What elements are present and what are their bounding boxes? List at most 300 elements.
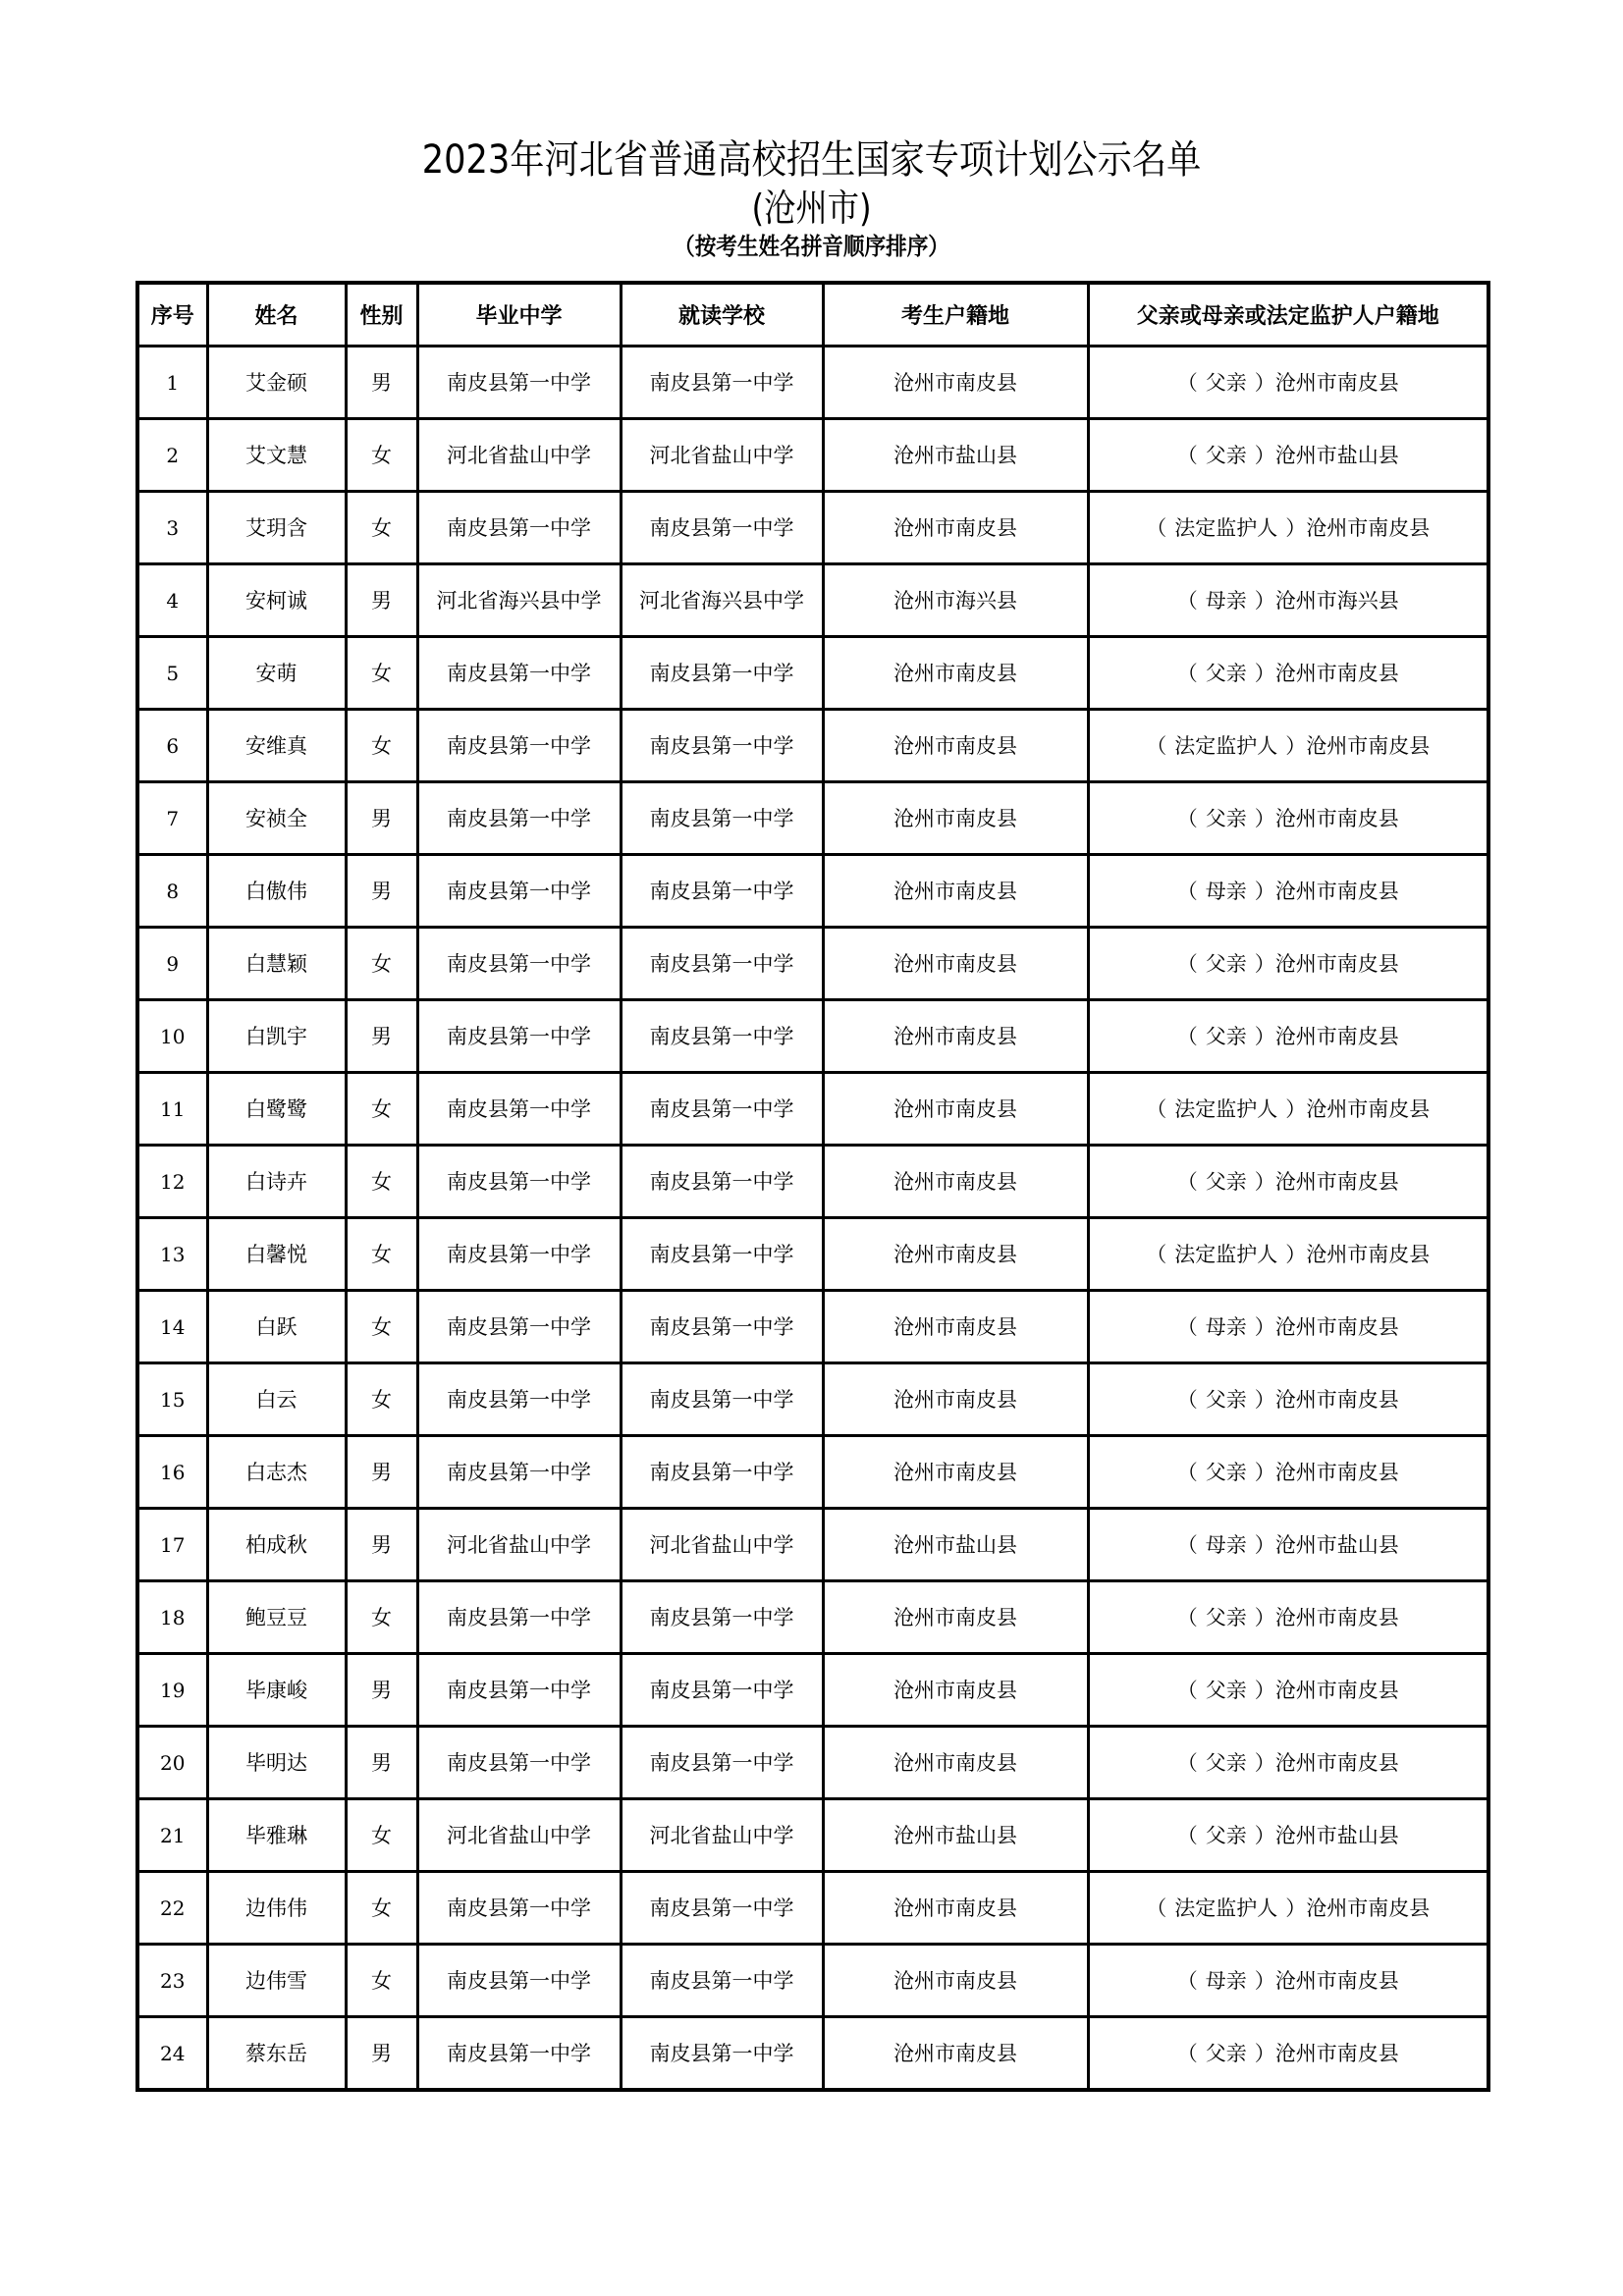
graduation-school: 南皮县第一中学	[417, 1218, 621, 1291]
current-school: 南皮县第一中学	[621, 1872, 823, 1945]
guardian-role: 父亲	[1205, 1460, 1247, 1484]
table-row	[137, 1799, 1488, 1872]
row-index: 2	[137, 419, 207, 492]
guardian-registry	[1088, 1581, 1488, 1654]
student-name: 白志杰	[207, 1436, 346, 1509]
table-row	[137, 1727, 1488, 1799]
student-name: 艾金硕	[207, 347, 346, 419]
graduation-school: 河北省盐山中学	[417, 419, 621, 492]
table-header-row	[137, 283, 1488, 347]
current-school: 南皮县第一中学	[621, 637, 823, 710]
student-name: 白鹭鹭	[207, 1073, 346, 1146]
guardian-location: 沧州市南皮县	[1274, 806, 1399, 830]
student-name: 边伟雪	[207, 1945, 346, 2017]
open-paren: （	[1176, 1460, 1198, 1484]
student-name: 鲍豆豆	[207, 1581, 346, 1654]
guardian-role: 法定监护人	[1174, 1242, 1278, 1266]
table-row	[137, 1000, 1488, 1073]
graduation-school: 南皮县第一中学	[417, 1291, 621, 1363]
open-paren: （	[1176, 1314, 1198, 1339]
row-index: 19	[137, 1654, 207, 1727]
guardian-role: 父亲	[1205, 951, 1247, 976]
student-registry: 沧州市南皮县	[823, 1000, 1088, 1073]
student-sex: 男	[346, 1436, 417, 1509]
graduation-school: 河北省盐山中学	[417, 1509, 621, 1581]
table-row	[137, 1509, 1488, 1581]
row-index: 3	[137, 492, 207, 564]
guardian-registry	[1088, 1146, 1488, 1218]
open-paren: （	[1176, 1532, 1198, 1557]
guardian-role: 父亲	[1205, 2041, 1247, 2065]
student-registry: 沧州市南皮县	[823, 782, 1088, 855]
graduation-school: 南皮县第一中学	[417, 710, 621, 782]
graduation-school: 河北省盐山中学	[417, 1799, 621, 1872]
graduation-school: 南皮县第一中学	[417, 1581, 621, 1654]
guardian-registry	[1088, 1218, 1488, 1291]
student-registry: 沧州市南皮县	[823, 347, 1088, 419]
student-name: 白云	[207, 1363, 346, 1436]
close-paren: ）	[1285, 1242, 1307, 1266]
row-index: 5	[137, 637, 207, 710]
table-row	[137, 710, 1488, 782]
guardian-registry	[1088, 855, 1488, 928]
header-index: 序号	[137, 283, 207, 347]
student-name: 毕康峻	[207, 1654, 346, 1727]
table-row	[137, 637, 1488, 710]
open-paren: （	[1176, 443, 1198, 467]
table-row	[137, 1654, 1488, 1727]
student-sex: 女	[346, 1581, 417, 1654]
open-paren: （	[1176, 1678, 1198, 1702]
guardian-role: 父亲	[1205, 370, 1247, 395]
current-school: 南皮县第一中学	[621, 928, 823, 1000]
table-row	[137, 928, 1488, 1000]
guardian-role: 父亲	[1205, 1387, 1247, 1412]
student-registry: 沧州市南皮县	[823, 1727, 1088, 1799]
graduation-school: 南皮县第一中学	[417, 1727, 621, 1799]
guardian-registry	[1088, 782, 1488, 855]
current-school: 南皮县第一中学	[621, 1000, 823, 1073]
guardian-location: 沧州市南皮县	[1306, 1242, 1431, 1266]
graduation-school: 南皮县第一中学	[417, 1872, 621, 1945]
student-sex: 女	[346, 928, 417, 1000]
student-registry: 沧州市南皮县	[823, 1073, 1088, 1146]
student-name: 白傲伟	[207, 855, 346, 928]
student-name: 边伟伟	[207, 1872, 346, 1945]
guardian-location: 沧州市南皮县	[1274, 1968, 1399, 1993]
close-paren: ）	[1254, 588, 1275, 613]
student-registry: 沧州市南皮县	[823, 855, 1088, 928]
guardian-role: 父亲	[1205, 1169, 1247, 1194]
student-registry: 沧州市南皮县	[823, 637, 1088, 710]
document-header	[0, 135, 1623, 261]
guardian-location: 沧州市南皮县	[1306, 1096, 1431, 1121]
graduation-school: 南皮县第一中学	[417, 1436, 621, 1509]
student-registry: 沧州市南皮县	[823, 2017, 1088, 2091]
guardian-role: 法定监护人	[1174, 733, 1278, 758]
close-paren: ）	[1254, 1532, 1275, 1557]
student-sex: 男	[346, 2017, 417, 2091]
guardian-registry	[1088, 1945, 1488, 2017]
close-paren: ）	[1254, 1314, 1275, 1339]
guardian-registry	[1088, 1436, 1488, 1509]
current-school: 河北省盐山中学	[621, 419, 823, 492]
current-school: 南皮县第一中学	[621, 1727, 823, 1799]
student-registry: 沧州市南皮县	[823, 1654, 1088, 1727]
graduation-school: 南皮县第一中学	[417, 1654, 621, 1727]
row-index: 11	[137, 1073, 207, 1146]
current-school: 南皮县第一中学	[621, 1654, 823, 1727]
close-paren: ）	[1254, 661, 1275, 685]
table-row	[137, 855, 1488, 928]
guardian-role: 父亲	[1205, 443, 1247, 467]
guardian-registry	[1088, 1727, 1488, 1799]
guardian-role: 法定监护人	[1174, 1096, 1278, 1121]
open-paren: （	[1176, 588, 1198, 613]
row-index: 1	[137, 347, 207, 419]
guardian-location: 沧州市盐山县	[1274, 1532, 1399, 1557]
guardian-registry	[1088, 1872, 1488, 1945]
student-registry: 沧州市南皮县	[823, 1363, 1088, 1436]
student-sex: 女	[346, 492, 417, 564]
current-school: 南皮县第一中学	[621, 347, 823, 419]
guardian-role: 父亲	[1205, 806, 1247, 830]
guardian-registry	[1088, 2017, 1488, 2091]
student-sex: 女	[346, 1146, 417, 1218]
close-paren: ）	[1254, 1678, 1275, 1702]
open-paren: （	[1146, 733, 1167, 758]
graduation-school: 南皮县第一中学	[417, 1000, 621, 1073]
student-registry: 沧州市盐山县	[823, 419, 1088, 492]
open-paren: （	[1146, 515, 1167, 540]
row-index: 20	[137, 1727, 207, 1799]
student-sex: 女	[346, 710, 417, 782]
open-paren: （	[1176, 370, 1198, 395]
current-school: 南皮县第一中学	[621, 1218, 823, 1291]
graduation-school: 南皮县第一中学	[417, 928, 621, 1000]
student-sex: 女	[346, 1945, 417, 2017]
student-sex: 男	[346, 1000, 417, 1073]
student-registry: 沧州市南皮县	[823, 1945, 1088, 2017]
student-name: 白慧颖	[207, 928, 346, 1000]
guardian-registry	[1088, 492, 1488, 564]
student-sex: 男	[346, 347, 417, 419]
guardian-role: 父亲	[1205, 1024, 1247, 1048]
header-current-school: 就读学校	[621, 283, 823, 347]
open-paren: （	[1176, 951, 1198, 976]
guardian-location: 沧州市南皮县	[1306, 1896, 1431, 1920]
open-paren: （	[1146, 1896, 1167, 1920]
guardian-location: 沧州市南皮县	[1274, 879, 1399, 903]
table-row	[137, 1218, 1488, 1291]
close-paren: ）	[1285, 1096, 1307, 1121]
guardian-registry	[1088, 1000, 1488, 1073]
admission-roster-table	[135, 281, 1490, 2092]
student-name: 艾文慧	[207, 419, 346, 492]
row-index: 18	[137, 1581, 207, 1654]
close-paren: ）	[1254, 1460, 1275, 1484]
student-name: 安维真	[207, 710, 346, 782]
guardian-role: 父亲	[1205, 1750, 1247, 1775]
student-registry: 沧州市南皮县	[823, 1291, 1088, 1363]
guardian-registry	[1088, 1363, 1488, 1436]
close-paren: ）	[1254, 443, 1275, 467]
student-sex: 男	[346, 855, 417, 928]
open-paren: （	[1176, 806, 1198, 830]
student-sex: 男	[346, 564, 417, 637]
student-registry: 沧州市南皮县	[823, 710, 1088, 782]
open-paren: （	[1176, 2041, 1198, 2065]
close-paren: ）	[1254, 370, 1275, 395]
guardian-registry	[1088, 564, 1488, 637]
table-body	[137, 347, 1488, 2091]
student-registry: 沧州市南皮县	[823, 1436, 1088, 1509]
student-name: 白凯宇	[207, 1000, 346, 1073]
row-index: 6	[137, 710, 207, 782]
guardian-location: 沧州市南皮县	[1274, 1387, 1399, 1412]
table-row	[137, 1073, 1488, 1146]
student-name: 艾玥含	[207, 492, 346, 564]
student-registry: 沧州市盐山县	[823, 1509, 1088, 1581]
row-index: 16	[137, 1436, 207, 1509]
table-row	[137, 1436, 1488, 1509]
open-paren: （	[1176, 1968, 1198, 1993]
current-school: 南皮县第一中学	[621, 492, 823, 564]
student-sex: 女	[346, 1363, 417, 1436]
table-row	[137, 347, 1488, 419]
close-paren: ）	[1254, 1169, 1275, 1194]
guardian-role: 父亲	[1205, 1605, 1247, 1629]
guardian-registry	[1088, 1291, 1488, 1363]
guardian-registry	[1088, 710, 1488, 782]
guardian-location: 沧州市南皮县	[1274, 1024, 1399, 1048]
close-paren: ）	[1254, 2041, 1275, 2065]
student-name: 白馨悦	[207, 1218, 346, 1291]
current-school: 南皮县第一中学	[621, 1363, 823, 1436]
row-index: 24	[137, 2017, 207, 2091]
close-paren: ）	[1254, 1823, 1275, 1847]
student-registry: 沧州市南皮县	[823, 1872, 1088, 1945]
guardian-registry	[1088, 347, 1488, 419]
guardian-registry	[1088, 1509, 1488, 1581]
guardian-role: 母亲	[1205, 588, 1247, 613]
row-index: 21	[137, 1799, 207, 1872]
close-paren: ）	[1285, 733, 1307, 758]
row-index: 23	[137, 1945, 207, 2017]
open-paren: （	[1176, 1169, 1198, 1194]
open-paren: （	[1176, 1750, 1198, 1775]
current-school: 南皮县第一中学	[621, 710, 823, 782]
current-school: 南皮县第一中学	[621, 1146, 823, 1218]
guardian-location: 沧州市南皮县	[1274, 2041, 1399, 2065]
student-name: 白跃	[207, 1291, 346, 1363]
current-school: 南皮县第一中学	[621, 782, 823, 855]
guardian-location: 沧州市南皮县	[1306, 515, 1431, 540]
open-paren: （	[1176, 1823, 1198, 1847]
row-index: 4	[137, 564, 207, 637]
close-paren: ）	[1254, 1750, 1275, 1775]
student-name: 毕明达	[207, 1727, 346, 1799]
graduation-school: 河北省海兴县中学	[417, 564, 621, 637]
guardian-registry	[1088, 1799, 1488, 1872]
current-school: 河北省盐山中学	[621, 1799, 823, 1872]
guardian-location: 沧州市南皮县	[1274, 1678, 1399, 1702]
table-row	[137, 782, 1488, 855]
guardian-location: 沧州市南皮县	[1274, 1169, 1399, 1194]
student-name: 白诗卉	[207, 1146, 346, 1218]
student-sex: 女	[346, 637, 417, 710]
current-school: 南皮县第一中学	[621, 2017, 823, 2091]
guardian-role: 母亲	[1205, 1532, 1247, 1557]
current-school: 南皮县第一中学	[621, 1581, 823, 1654]
guardian-location: 沧州市南皮县	[1274, 951, 1399, 976]
guardian-role: 父亲	[1205, 1678, 1247, 1702]
graduation-school: 南皮县第一中学	[417, 855, 621, 928]
student-name: 毕雅琳	[207, 1799, 346, 1872]
close-paren: ）	[1254, 806, 1275, 830]
guardian-location: 沧州市南皮县	[1274, 1750, 1399, 1775]
current-school: 南皮县第一中学	[621, 1073, 823, 1146]
open-paren: （	[1146, 1096, 1167, 1121]
table-row	[137, 1146, 1488, 1218]
current-school: 南皮县第一中学	[621, 855, 823, 928]
student-registry: 沧州市南皮县	[823, 1581, 1088, 1654]
student-registry: 沧州市海兴县	[823, 564, 1088, 637]
student-registry: 沧州市南皮县	[823, 928, 1088, 1000]
student-registry: 沧州市南皮县	[823, 1218, 1088, 1291]
student-sex: 女	[346, 1799, 417, 1872]
open-paren: （	[1176, 661, 1198, 685]
current-school: 南皮县第一中学	[621, 1945, 823, 2017]
graduation-school: 南皮县第一中学	[417, 347, 621, 419]
guardian-location: 沧州市南皮县	[1274, 1314, 1399, 1339]
row-index: 22	[137, 1872, 207, 1945]
graduation-school: 南皮县第一中学	[417, 637, 621, 710]
header-guardian-registry: 父亲或母亲或法定监护人户籍地	[1088, 283, 1488, 347]
guardian-location: 沧州市南皮县	[1306, 733, 1431, 758]
row-index: 15	[137, 1363, 207, 1436]
guardian-registry	[1088, 637, 1488, 710]
row-index: 10	[137, 1000, 207, 1073]
graduation-school: 南皮县第一中学	[417, 782, 621, 855]
table-row	[137, 1291, 1488, 1363]
current-school: 河北省海兴县中学	[621, 564, 823, 637]
row-index: 12	[137, 1146, 207, 1218]
graduation-school: 南皮县第一中学	[417, 1363, 621, 1436]
student-sex: 男	[346, 782, 417, 855]
student-sex: 女	[346, 1073, 417, 1146]
document-city: (沧州市)	[751, 187, 872, 230]
student-sex: 男	[346, 1509, 417, 1581]
header-name: 姓名	[207, 283, 346, 347]
row-index: 13	[137, 1218, 207, 1291]
guardian-location: 沧州市盐山县	[1274, 443, 1399, 467]
close-paren: ）	[1254, 879, 1275, 903]
student-name: 柏成秋	[207, 1509, 346, 1581]
table-row	[137, 1945, 1488, 2017]
row-index: 17	[137, 1509, 207, 1581]
student-sex: 女	[346, 1218, 417, 1291]
student-name: 蔡东岳	[207, 2017, 346, 2091]
guardian-location: 沧州市南皮县	[1274, 661, 1399, 685]
open-paren: （	[1146, 1242, 1167, 1266]
graduation-school: 南皮县第一中学	[417, 1945, 621, 2017]
student-name: 安柯诚	[207, 564, 346, 637]
graduation-school: 南皮县第一中学	[417, 1073, 621, 1146]
graduation-school: 南皮县第一中学	[417, 2017, 621, 2091]
open-paren: （	[1176, 1605, 1198, 1629]
table-row	[137, 419, 1488, 492]
close-paren: ）	[1254, 951, 1275, 976]
row-index: 8	[137, 855, 207, 928]
row-index: 7	[137, 782, 207, 855]
current-school: 河北省盐山中学	[621, 1509, 823, 1581]
guardian-location: 沧州市海兴县	[1274, 588, 1399, 613]
row-index: 14	[137, 1291, 207, 1363]
guardian-registry	[1088, 419, 1488, 492]
graduation-school: 南皮县第一中学	[417, 1146, 621, 1218]
open-paren: （	[1176, 879, 1198, 903]
close-paren: ）	[1254, 1387, 1275, 1412]
guardian-role: 法定监护人	[1174, 1896, 1278, 1920]
document-title: 2023年河北省普通高校招生国家专项计划公示名单	[421, 137, 1202, 183]
student-registry: 沧州市南皮县	[823, 1146, 1088, 1218]
student-name: 安萌	[207, 637, 346, 710]
close-paren: ）	[1254, 1024, 1275, 1048]
guardian-registry	[1088, 1654, 1488, 1727]
close-paren: ）	[1285, 515, 1307, 540]
guardian-registry	[1088, 1073, 1488, 1146]
guardian-role: 母亲	[1205, 879, 1247, 903]
open-paren: （	[1176, 1387, 1198, 1412]
guardian-location: 沧州市南皮县	[1274, 1460, 1399, 1484]
sort-note: （按考生姓名拼音顺序排序）	[674, 233, 949, 260]
open-paren: （	[1176, 1024, 1198, 1048]
close-paren: ）	[1254, 1605, 1275, 1629]
header-sex: 性别	[346, 283, 417, 347]
table-row	[137, 2017, 1488, 2091]
table-row	[137, 492, 1488, 564]
guardian-role: 母亲	[1205, 1314, 1247, 1339]
current-school: 南皮县第一中学	[621, 1291, 823, 1363]
table-row	[137, 1581, 1488, 1654]
graduation-school: 南皮县第一中学	[417, 492, 621, 564]
student-sex: 女	[346, 419, 417, 492]
student-registry: 沧州市盐山县	[823, 1799, 1088, 1872]
row-index: 9	[137, 928, 207, 1000]
guardian-location: 沧州市南皮县	[1274, 1605, 1399, 1629]
table-row	[137, 564, 1488, 637]
student-registry: 沧州市南皮县	[823, 492, 1088, 564]
guardian-role: 母亲	[1205, 1968, 1247, 1993]
guardian-location: 沧州市盐山县	[1274, 1823, 1399, 1847]
header-graduation-school: 毕业中学	[417, 283, 621, 347]
student-sex: 男	[346, 1727, 417, 1799]
student-sex: 女	[346, 1291, 417, 1363]
close-paren: ）	[1254, 1968, 1275, 1993]
student-sex: 女	[346, 1872, 417, 1945]
guardian-role: 父亲	[1205, 1823, 1247, 1847]
student-sex: 男	[346, 1654, 417, 1727]
guardian-registry	[1088, 928, 1488, 1000]
student-name: 安祯全	[207, 782, 346, 855]
guardian-role: 父亲	[1205, 661, 1247, 685]
current-school: 南皮县第一中学	[621, 1436, 823, 1509]
guardian-location: 沧州市南皮县	[1274, 370, 1399, 395]
table-row	[137, 1363, 1488, 1436]
header-student-registry: 考生户籍地	[823, 283, 1088, 347]
table-row	[137, 1872, 1488, 1945]
